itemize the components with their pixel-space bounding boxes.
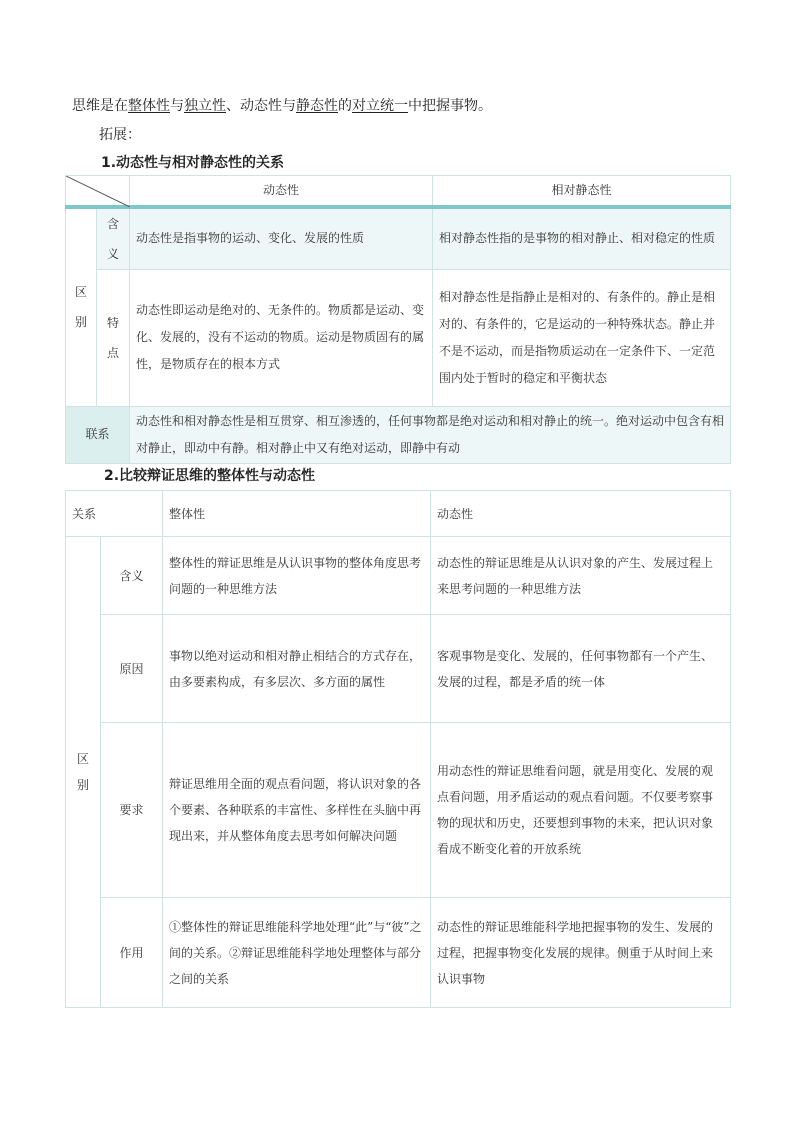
section1-title: 1.动态性与相对静态性的关系 bbox=[101, 155, 285, 171]
group-label-distinction: 区 别 bbox=[66, 207, 97, 407]
intro-text: 与 bbox=[170, 98, 184, 114]
intro-underlined-term: 整体性 bbox=[128, 98, 170, 114]
table-cell: 相对静态性是指静止是相对的、有条件的。静止是相对的、有条件的，它是运动的一种特殊状态。静止并不是不运动，而是指物质运动在一定条件下、一定范围内处于暂时的稳定和平衡状态 bbox=[433, 269, 731, 406]
row-label: 要求 bbox=[101, 723, 163, 898]
table-header-row bbox=[66, 176, 731, 207]
section2-table bbox=[65, 490, 731, 1008]
table-cell: 动态性的辩证思维能科学地把握事物的发生、发展的过程，把握事物变化发展的规律。侧重于从时间上来认识事物 bbox=[431, 898, 731, 1008]
table-cell: ①整体性的辩证思维能科学地处理“此”与“彼”之间的关系。②辩证思维能科学地处理整体与部分之间的关系 bbox=[163, 898, 431, 1008]
header-wholeness: 整体性 bbox=[163, 491, 431, 537]
group-label-distinction: 区 别 bbox=[66, 537, 101, 1008]
row-label: 作用 bbox=[101, 898, 163, 1008]
section2-title: 2.比较辩证思维的整体性与动态性 bbox=[104, 468, 316, 484]
diagonal-line bbox=[66, 176, 130, 207]
section1-table bbox=[65, 175, 731, 464]
row-label: 含 义 bbox=[97, 207, 130, 270]
intro-text: 中把握事物。 bbox=[408, 98, 492, 114]
intro-text: 、动态性与 bbox=[226, 98, 296, 114]
table-row bbox=[66, 207, 731, 270]
table-cell: 动态性是指事物的运动、变化、发展的性质 bbox=[130, 207, 433, 270]
intro-text: 思维是在 bbox=[72, 98, 128, 114]
diagonal-header-cell bbox=[66, 176, 130, 207]
row-label: 含义 bbox=[101, 537, 163, 615]
table-row bbox=[66, 537, 731, 615]
table-row bbox=[66, 723, 731, 898]
table-header-row bbox=[66, 491, 731, 537]
header-dynamic: 动态性 bbox=[431, 491, 731, 537]
table-cell: 相对静态性指的是事物的相对静止、相对稳定的性质 bbox=[433, 207, 731, 270]
table-row bbox=[66, 898, 731, 1008]
table-row bbox=[66, 615, 731, 723]
intro-text: 的 bbox=[338, 98, 352, 114]
table-cell: 辩证思维用全面的观点看问题，将认识对象的各个要素、各种联系的丰富性、多样性在头脑中再现出来，并从整体角度去思考如何解决问题 bbox=[163, 723, 431, 898]
header-dynamic: 动态性 bbox=[130, 176, 433, 207]
table-cell: 事物以绝对运动和相对静止相结合的方式存在，由多要素构成，有多层次、多方面的属性 bbox=[163, 615, 431, 723]
row-label: 联系 bbox=[66, 406, 130, 463]
table-cell: 客观事物是变化、发展的，任何事物都有一个产生、发展的过程，都是矛盾的统一体 bbox=[431, 615, 731, 723]
intro-underlined-term: 对立统一 bbox=[352, 98, 408, 114]
table-cell: 整体性的辩证思维是从认识事物的整体角度思考问题的一种思维方法 bbox=[163, 537, 431, 615]
extension-label: 拓展： bbox=[99, 127, 141, 143]
row-label: 特 点 bbox=[97, 269, 130, 406]
intro-underlined-term: 独立性 bbox=[184, 98, 226, 114]
table-cell: 动态性即运动是绝对的、无条件的。物质都是运动、变化、发展的，没有不运动的物质。运动是物质固有的属性，是物质存在的根本方式 bbox=[130, 269, 433, 406]
table-cell: 用动态性的辩证思维看问题，就是用变化、发展的观点看问题，用矛盾运动的观点看问题。不仅要考察事物的现状和历史，还要想到事物的未来，把认识对象看成不断变化着的开放系统 bbox=[431, 723, 731, 898]
table-cell: 动态性的辩证思维是从认识对象的产生、发展过程上来思考问题的一种思维方法 bbox=[431, 537, 731, 615]
table-cell: 动态性和相对静态性是相互贯穿、相互渗透的，任何事物都是绝对运动和相对静止的统一。绝对运动中包含有相对静止，即动中有静。相对静止中又有绝对运动，即静中有动 bbox=[130, 406, 731, 463]
header-relative-static: 相对静态性 bbox=[433, 176, 731, 207]
header-relation: 关系 bbox=[66, 491, 163, 537]
row-label: 原因 bbox=[101, 615, 163, 723]
intro-underlined-term: 静态性 bbox=[296, 98, 338, 114]
intro-sentence bbox=[72, 95, 492, 115]
table-row bbox=[66, 269, 731, 406]
table-row bbox=[66, 406, 731, 463]
